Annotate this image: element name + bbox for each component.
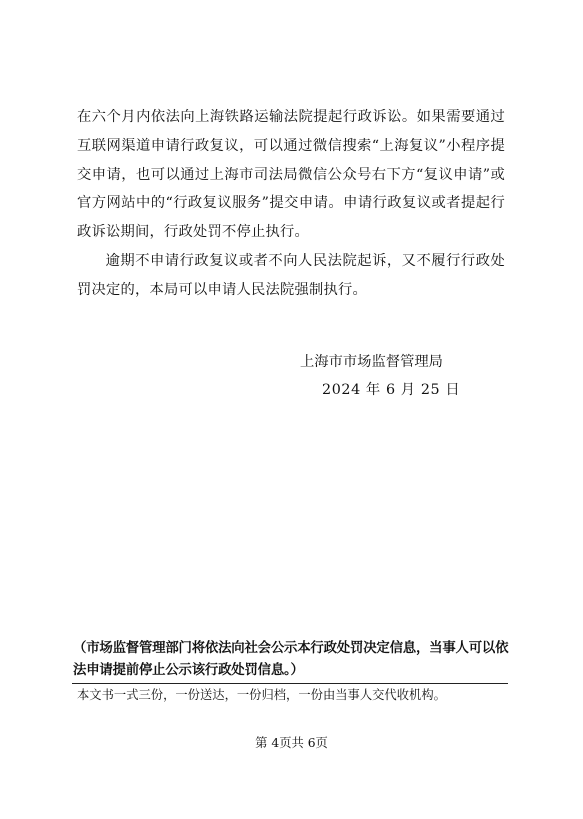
publicity-notice: （市场监督管理部门将依法向社会公示本行政处罚决定信息，当事人可以依法申请提前停止公示该行政处罚信息。） — [73, 640, 509, 678]
body-text — [77, 103, 505, 305]
page-number: 第 4页共 6页 — [255, 736, 328, 750]
paragraph-appeal-instructions: 在六个月内依法向上海铁路运输法院提起行政诉讼。如果需要通过互联网渠道申请行政复议，可以通过微信搜索“上海复议”小程序提交申请，也可以通过上海市司法局微信公众号右下方“复议申请”或官方网站中的“行政复议服务”提交申请。申请行政复议或者提起行政诉讼期间，行政处罚不停止执行。 — [77, 109, 505, 241]
issuing-authority: 上海市市场监督管理局 — [300, 354, 443, 370]
issue-date: 2024 年 6 月 25 日 — [322, 382, 461, 398]
paragraph-enforcement: 逾期不申请行政复议或者不向人民法院起诉，又不履行行政处罚决定的，本局可以申请人民法院强制执行。 — [77, 252, 505, 298]
copies-note: 本文书一式三份，一份送达，一份归档，一份由当事人交代收机构。 — [77, 688, 446, 702]
divider-line — [72, 683, 508, 684]
signature-block — [300, 348, 500, 404]
